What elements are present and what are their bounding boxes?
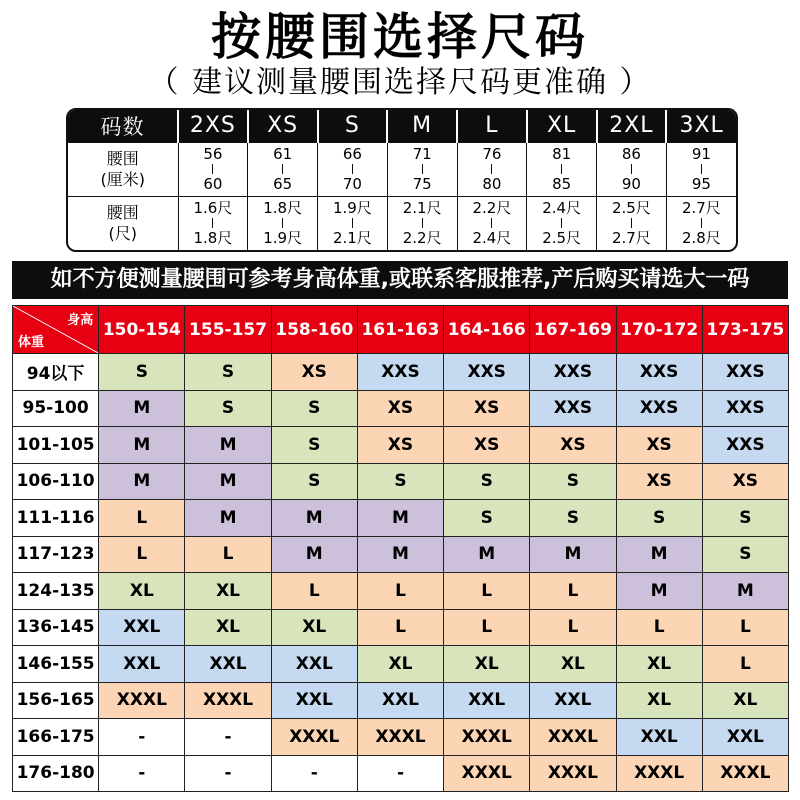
size-cell: XL <box>444 646 530 683</box>
range-min: 61 <box>273 145 293 164</box>
size-cell: M <box>99 427 185 464</box>
size-cell: XS <box>616 427 702 464</box>
size-cell: S <box>616 500 702 537</box>
size-cell: S <box>185 354 271 391</box>
size-cell: M <box>616 573 702 610</box>
range-separator <box>561 218 562 228</box>
size-cell: XXS <box>702 427 788 464</box>
matrix-header-row <box>13 306 789 354</box>
range-separator <box>631 164 632 174</box>
matrix-row <box>13 573 789 610</box>
range-min: 71 <box>412 145 432 164</box>
size-cell: XS <box>530 427 616 464</box>
range-separator <box>631 218 632 228</box>
size-cell: XL <box>616 646 702 683</box>
waist-range-cell <box>178 142 248 196</box>
size-cell: XXXL <box>185 682 271 719</box>
weight-range-label: 94以下 <box>13 354 99 391</box>
range-max: 90 <box>621 175 641 194</box>
height-range-header: 164-166 <box>444 306 530 354</box>
range-min: 66 <box>342 145 362 164</box>
size-cell: XXS <box>616 354 702 391</box>
size-cell: XXS <box>530 354 616 391</box>
page-title: 按腰围选择尺码 <box>211 8 589 66</box>
range-separator <box>701 218 702 228</box>
range-max: 2.2尺 <box>402 229 442 248</box>
size-cell: XXXL <box>444 755 530 792</box>
waist-range-cell <box>457 142 527 196</box>
range-max: 70 <box>342 175 362 194</box>
size-cell: XXL <box>444 682 530 719</box>
range-max: 2.5尺 <box>542 229 582 248</box>
size-cell: L <box>616 609 702 646</box>
size-cell: XXL <box>357 682 443 719</box>
size-cell: M <box>616 536 702 573</box>
waist-range-cell <box>457 196 527 250</box>
height-range-header: 173-175 <box>702 306 788 354</box>
size-cell: XL <box>702 682 788 719</box>
matrix-row <box>13 719 789 756</box>
size-cell: S <box>702 500 788 537</box>
size-cell: L <box>702 609 788 646</box>
waist-range-cell <box>666 142 736 196</box>
size-cell: XS <box>616 463 702 500</box>
size-cell: S <box>530 463 616 500</box>
range-separator <box>701 164 702 174</box>
size-cell: - <box>99 755 185 792</box>
matrix-row <box>13 427 789 464</box>
size-cell: L <box>99 536 185 573</box>
size-cell: XXL <box>530 682 616 719</box>
range-separator <box>491 218 492 228</box>
size-cell: XL <box>185 609 271 646</box>
size-cell: XXS <box>702 390 788 427</box>
size-cell: - <box>271 755 357 792</box>
size-cell: M <box>271 500 357 537</box>
size-cell: M <box>444 536 530 573</box>
size-cell: - <box>99 719 185 756</box>
matrix-row <box>13 755 789 792</box>
size-cell: XL <box>530 646 616 683</box>
waist-range-cell <box>318 142 388 196</box>
matrix-row <box>13 646 789 683</box>
size-cell: S <box>99 354 185 391</box>
height-range-header: 161-163 <box>357 306 443 354</box>
range-min: 2.5尺 <box>611 199 651 218</box>
range-min: 56 <box>203 145 223 164</box>
waist-table-header-row <box>68 110 736 142</box>
waist-row-label-line1: 腰围 <box>106 203 139 223</box>
range-max: 2.1尺 <box>332 229 372 248</box>
weight-range-label: 176-180 <box>13 755 99 792</box>
height-range-header: 155-157 <box>185 306 271 354</box>
size-cell: - <box>357 755 443 792</box>
size-cell: L <box>444 609 530 646</box>
size-cell: M <box>185 427 271 464</box>
corner-height-label: 身高 <box>67 313 94 328</box>
range-max: 2.4尺 <box>472 229 512 248</box>
size-cell: XXL <box>99 609 185 646</box>
range-min: 2.4尺 <box>542 199 582 218</box>
weight-range-label: 95-100 <box>13 390 99 427</box>
waist-size-header: 3XL <box>666 110 736 142</box>
size-cell: XXXL <box>99 682 185 719</box>
size-cell: XXS <box>530 390 616 427</box>
size-cell: XXXL <box>530 719 616 756</box>
waist-row-label-line1: 腰围 <box>106 149 139 169</box>
waist-range-cell <box>248 196 318 250</box>
size-cell: XL <box>99 573 185 610</box>
range-min: 2.1尺 <box>402 199 442 218</box>
range-max: 1.8尺 <box>193 229 233 248</box>
size-cell: M <box>271 536 357 573</box>
matrix-row <box>13 536 789 573</box>
size-cell: XXXL <box>271 719 357 756</box>
weight-range-label: 124-135 <box>13 573 99 610</box>
size-cell: XS <box>444 390 530 427</box>
weight-range-label: 136-145 <box>13 609 99 646</box>
size-cell: L <box>357 609 443 646</box>
waist-size-header: XL <box>527 110 597 142</box>
weight-range-label: 146-155 <box>13 646 99 683</box>
size-cell: S <box>357 463 443 500</box>
size-cell: L <box>357 573 443 610</box>
size-cell: - <box>185 719 271 756</box>
waist-size-header: S <box>318 110 388 142</box>
size-cell: XL <box>357 646 443 683</box>
waist-size-table <box>66 108 738 252</box>
waist-range-cell <box>387 142 457 196</box>
range-min: 86 <box>621 145 641 164</box>
corner-weight-label: 体重 <box>18 335 45 350</box>
range-separator <box>212 218 213 228</box>
size-cell: XXS <box>616 390 702 427</box>
range-separator <box>352 164 353 174</box>
size-cell: XS <box>357 427 443 464</box>
range-max: 60 <box>203 175 223 194</box>
size-cell: XXL <box>616 719 702 756</box>
range-min: 81 <box>552 145 572 164</box>
weight-range-label: 156-165 <box>13 682 99 719</box>
size-cell: XXL <box>271 682 357 719</box>
size-cell: XL <box>271 609 357 646</box>
waist-header-label: 码数 <box>68 110 178 142</box>
waist-row-label-line2: (厘米) <box>100 170 145 190</box>
size-cell: XXL <box>99 646 185 683</box>
size-cell: M <box>530 536 616 573</box>
size-cell: XS <box>357 390 443 427</box>
waist-range-cell <box>666 196 736 250</box>
waist-row-label <box>68 142 178 196</box>
size-cell: XL <box>616 682 702 719</box>
waist-size-header: XS <box>248 110 318 142</box>
size-cell: L <box>444 573 530 610</box>
range-separator <box>491 164 492 174</box>
size-cell: M <box>702 573 788 610</box>
range-max: 2.7尺 <box>611 229 651 248</box>
size-cell: S <box>271 463 357 500</box>
size-cell: M <box>185 463 271 500</box>
range-max: 65 <box>273 175 293 194</box>
waist-table-row <box>68 196 736 250</box>
weight-range-label: 111-116 <box>13 500 99 537</box>
matrix-row <box>13 390 789 427</box>
size-cell: S <box>271 390 357 427</box>
size-cell: XXXL <box>616 755 702 792</box>
range-max: 2.8尺 <box>681 229 721 248</box>
waist-size-header: L <box>457 110 527 142</box>
size-cell: XXS <box>702 354 788 391</box>
range-separator <box>422 164 423 174</box>
waist-range-cell <box>597 196 667 250</box>
size-cell: L <box>530 609 616 646</box>
waist-row-label <box>68 196 178 250</box>
size-cell: XXL <box>185 646 271 683</box>
range-min: 1.8尺 <box>263 199 303 218</box>
weight-range-label: 101-105 <box>13 427 99 464</box>
weight-range-label: 166-175 <box>13 719 99 756</box>
range-min: 2.2尺 <box>472 199 512 218</box>
range-separator <box>561 164 562 174</box>
waist-size-header: 2XL <box>597 110 667 142</box>
range-separator <box>282 218 283 228</box>
size-cell: XXXL <box>444 719 530 756</box>
size-cell: M <box>185 500 271 537</box>
size-cell: XL <box>185 573 271 610</box>
range-separator <box>282 164 283 174</box>
weight-range-label: 117-123 <box>13 536 99 573</box>
size-cell: L <box>185 536 271 573</box>
waist-range-cell <box>527 196 597 250</box>
waist-range-cell <box>527 142 597 196</box>
size-cell: XXXL <box>357 719 443 756</box>
waist-size-header: M <box>387 110 457 142</box>
waist-range-cell <box>248 142 318 196</box>
size-cell: M <box>357 500 443 537</box>
size-cell: S <box>444 463 530 500</box>
page-subtitle: （ 建议测量腰围选择尺码更准确 ） <box>148 65 652 100</box>
range-max: 95 <box>691 175 711 194</box>
weight-range-label: 106-110 <box>13 463 99 500</box>
size-cell: M <box>99 463 185 500</box>
range-separator <box>422 218 423 228</box>
size-cell: XXL <box>271 646 357 683</box>
size-cell: XXXL <box>702 755 788 792</box>
size-cell: M <box>99 390 185 427</box>
size-cell: L <box>271 573 357 610</box>
size-cell: XS <box>702 463 788 500</box>
matrix-row <box>13 609 789 646</box>
waist-size-header: 2XS <box>178 110 248 142</box>
range-max: 80 <box>482 175 502 194</box>
size-cell: XXS <box>357 354 443 391</box>
range-separator <box>212 164 213 174</box>
notice-banner: 如不方便测量腰围可参考身高体重,或联系客服推荐,产后购买请选大一码 <box>12 261 788 299</box>
range-min: 91 <box>691 145 711 164</box>
size-cell: L <box>702 646 788 683</box>
range-min: 2.7尺 <box>681 199 721 218</box>
size-cell: S <box>530 500 616 537</box>
range-max: 1.9尺 <box>263 229 303 248</box>
height-range-header: 170-172 <box>616 306 702 354</box>
waist-range-cell <box>318 196 388 250</box>
size-cell: M <box>357 536 443 573</box>
waist-range-cell <box>597 142 667 196</box>
range-max: 85 <box>552 175 572 194</box>
matrix-row <box>13 463 789 500</box>
size-cell: S <box>702 536 788 573</box>
size-cell: S <box>271 427 357 464</box>
matrix-row <box>13 500 789 537</box>
waist-table-row <box>68 142 736 196</box>
range-min: 1.9尺 <box>332 199 372 218</box>
matrix-corner-cell <box>13 306 99 354</box>
size-cell: L <box>99 500 185 537</box>
range-max: 75 <box>412 175 432 194</box>
matrix-row <box>13 682 789 719</box>
waist-range-cell <box>387 196 457 250</box>
height-range-header: 150-154 <box>99 306 185 354</box>
size-cell: S <box>185 390 271 427</box>
size-cell: L <box>530 573 616 610</box>
size-recommendation-matrix <box>12 305 789 792</box>
size-cell: - <box>185 755 271 792</box>
range-min: 1.6尺 <box>193 199 233 218</box>
size-cell: XXXL <box>530 755 616 792</box>
waist-row-label-line2: (尺) <box>108 224 137 244</box>
size-cell: S <box>444 500 530 537</box>
size-cell: XXL <box>702 719 788 756</box>
height-range-header: 167-169 <box>530 306 616 354</box>
matrix-row <box>13 354 789 391</box>
size-cell: XXS <box>444 354 530 391</box>
range-separator <box>352 218 353 228</box>
size-cell: XS <box>271 354 357 391</box>
height-range-header: 158-160 <box>271 306 357 354</box>
waist-range-cell <box>178 196 248 250</box>
size-cell: XS <box>444 427 530 464</box>
range-min: 76 <box>482 145 502 164</box>
